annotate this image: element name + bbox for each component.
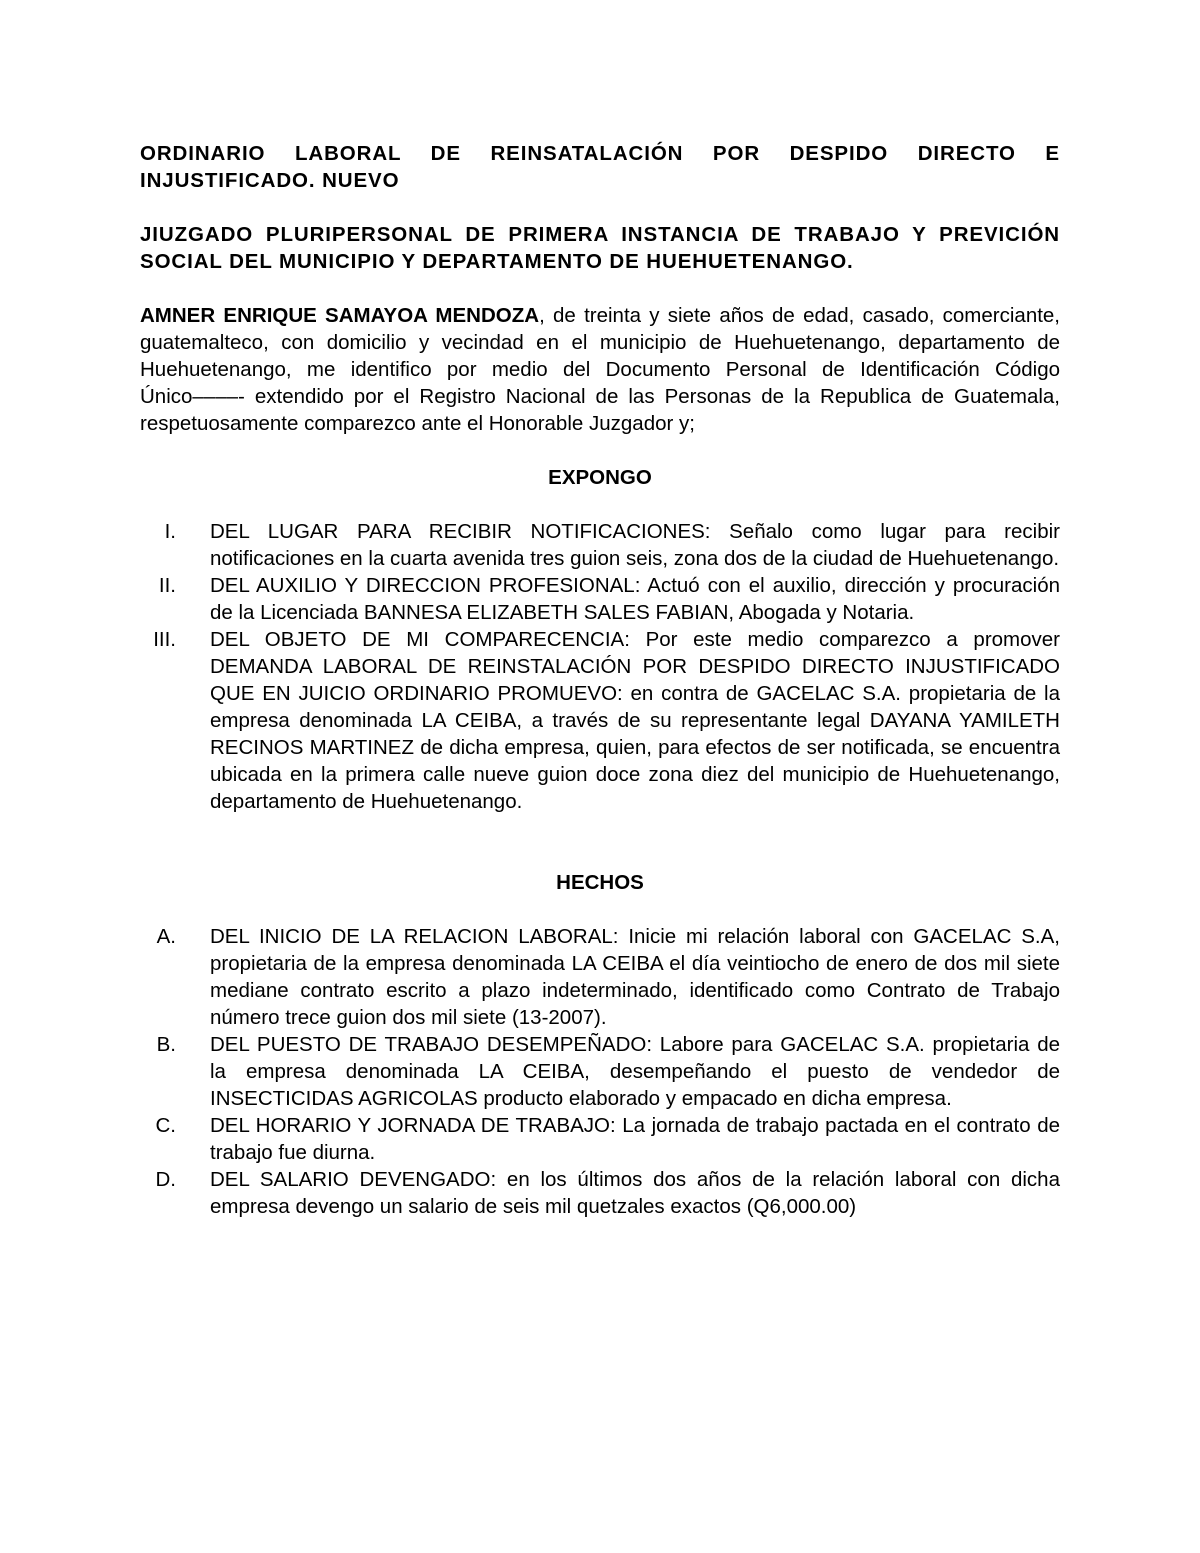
list-item [140, 923, 1060, 1031]
list-item [140, 1031, 1060, 1112]
hechos-heading: HECHOS [556, 871, 644, 894]
intro-text: , de treinta y siete años de edad, casado, comerciante, guatemalteco, con domicilio y vecindad en el municipio de Huehuetenango, departamento de Huehuetenango, me identifico por medio del Documento Personal de Identificación Código Único––––- extendido por el Registro Nacional de las Personas de la Republica de Guatemala, respetuosamente comparezco ante el Honorable Juzgador y; [140, 304, 1061, 435]
list-item-text: DEL INICIO DE LA RELACION LABORAL: Inicie mi relación laboral con GACELAC S.A, propietaria de la empresa denominada LA CEIBA el día veintiocho de enero de dos mil siete mediane contrato escrito a plazo indeterminado, identificado como Contrato de Trabajo número trece guion dos mil siete (13-2007). [210, 925, 1060, 1029]
list-item [140, 572, 1060, 626]
expongo-heading: EXPONGO [548, 466, 652, 489]
document-title: ORDINARIO LABORAL DE REINSATALACIÓN POR DESPIDO DIRECTO E INJUSTIFICADO. NUEVO [140, 142, 1060, 192]
list-marker: II. [158, 574, 176, 597]
list-item [140, 1166, 1060, 1220]
list-marker: III. [153, 628, 176, 651]
expongo-list [140, 518, 1060, 815]
list-item [140, 518, 1060, 572]
list-item-text: DEL SALARIO DEVENGADO: en los últimos dos años de la relación laboral con dicha empresa devengo un salario de seis mil quetzales exactos (Q6,000.00) [210, 1168, 1060, 1218]
list-item [140, 626, 1060, 815]
court-heading: JIUZGADO PLURIPERSONAL DE PRIMERA INSTANCIA DE TRABAJO Y PREVICIÓN SOCIAL DEL MUNICIPIO Y DEPARTAMENTO DE HUEHUETENANGO. [140, 223, 1060, 273]
list-item-text: DEL LUGAR PARA RECIBIR NOTIFICACIONES: Señalo como lugar para recibir notificaciones en la cuarta avenida tres guion seis, zona dos de la ciudad de Huehuetenango. [210, 520, 1060, 570]
intro-paragraph [140, 302, 1060, 437]
list-marker: D. [155, 1168, 176, 1191]
list-marker: A. [156, 925, 176, 948]
list-marker: C. [155, 1114, 176, 1137]
list-item-text: DEL AUXILIO Y DIRECCION PROFESIONAL: Actuó con el auxilio, dirección y procuración de la Licenciada BANNESA ELIZABETH SALES FABIAN, Abogada y Notaria. [210, 574, 1060, 624]
plaintiff-name: AMNER ENRIQUE SAMAYOA MENDOZA [140, 304, 540, 327]
list-item-text: DEL HORARIO Y JORNADA DE TRABAJO: La jornada de trabajo pactada en el contrato de trabajo fue diurna. [210, 1114, 1060, 1164]
list-item-text: DEL PUESTO DE TRABAJO DESEMPEÑADO: Labore para GACELAC S.A. propietaria de la empresa denominada LA CEIBA, desempeñando el puesto de vendedor de INSECTICIDAS AGRICOLAS producto elaborado y empacado en dicha empresa. [210, 1033, 1060, 1110]
list-marker: I. [164, 520, 176, 543]
hechos-list [140, 923, 1060, 1220]
list-marker: B. [156, 1033, 176, 1056]
list-item [140, 1112, 1060, 1166]
document-page [140, 140, 1060, 1220]
list-item-text: DEL OBJETO DE MI COMPARECENCIA: Por este medio comparezco a promover DEMANDA LABORAL DE REINSTALACIÓN POR DESPIDO DIRECTO INJUSTIFICADO QUE EN JUICIO ORDINARIO PROMUEVO: en contra de GACELAC S.A. propietaria de la empresa denominada LA CEIBA, a través de su representante legal DAYANA YAMILETH RECINOS MARTINEZ de dicha empresa, quien, para efectos de ser notificada, se encuentra ubicada en la primera calle nueve guion doce zona diez del municipio de Huehuetenango, departamento de Huehuetenango. [210, 628, 1060, 813]
